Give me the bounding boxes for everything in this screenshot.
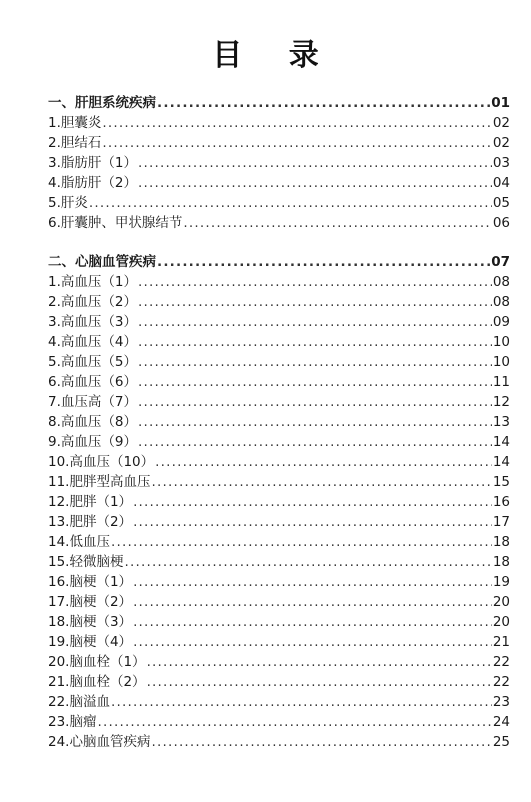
dot-leader (138, 432, 492, 452)
toc-page-number: 11 (492, 374, 510, 390)
dot-leader (138, 372, 492, 392)
toc-entry[interactable] (48, 732, 510, 752)
toc-entry-title: 12.肥胖（1） (48, 494, 133, 510)
toc-entry[interactable] (48, 193, 510, 213)
toc-entry-title: 10.高血压（10） (48, 454, 155, 470)
toc-entry[interactable] (48, 492, 510, 512)
dot-leader (183, 213, 491, 233)
dot-leader (138, 153, 492, 173)
toc-entry-title: 9.高血压（9） (48, 434, 137, 450)
dot-leader (157, 252, 490, 272)
toc-entry-title: 21.脑血栓（2） (48, 674, 146, 690)
toc-entry-title: 3.高血压（3） (48, 314, 137, 330)
dot-leader (133, 492, 492, 512)
toc-page-number: 10 (492, 334, 510, 350)
toc-page-number: 22 (492, 654, 510, 670)
dot-leader (133, 572, 492, 592)
toc-entry[interactable] (48, 372, 510, 392)
toc-entry-title: 14.低血压 (48, 534, 110, 550)
toc-page-number: 22 (492, 674, 510, 690)
toc-entry[interactable] (48, 392, 510, 412)
toc-page-number: 17 (492, 514, 510, 530)
dot-leader (133, 512, 492, 532)
dot-leader (111, 692, 492, 712)
dot-leader (151, 472, 491, 492)
toc-page-number: 08 (492, 274, 510, 290)
toc-entry-title: 17.脑梗（2） (48, 594, 133, 610)
toc-entry[interactable] (48, 672, 510, 692)
toc-page-number: 13 (492, 414, 510, 430)
dot-leader (151, 732, 491, 752)
toc-entry-title: 4.高血压（4） (48, 334, 137, 350)
toc-entry[interactable] (48, 292, 510, 312)
toc-entry-title: 7.血压高（7） (48, 394, 137, 410)
page-title: 目 录 (212, 38, 337, 73)
toc-entry-title: 1.高血压（1） (48, 274, 137, 290)
toc-entry[interactable] (48, 652, 510, 672)
toc-page-number: 25 (492, 734, 510, 750)
toc-entry[interactable] (48, 312, 510, 332)
toc-entry-title: 16.脑梗（1） (48, 574, 133, 590)
toc-page-number: 14 (492, 434, 510, 450)
toc-entry[interactable] (48, 133, 510, 153)
dot-leader (124, 552, 491, 572)
toc-page-number: 19 (492, 574, 510, 590)
toc-page-number: 06 (492, 215, 510, 231)
dot-leader (89, 193, 492, 213)
dot-leader (138, 312, 492, 332)
toc-entry[interactable] (48, 412, 510, 432)
toc-page-number: 20 (492, 614, 510, 630)
toc-entry[interactable] (48, 572, 510, 592)
dot-leader (138, 352, 492, 372)
dot-leader (138, 332, 492, 352)
toc-section-heading[interactable] (48, 252, 510, 272)
toc-entry-title: 6.肝囊肿、甲状腺结节 (48, 215, 183, 231)
toc-entry-title: 3.脂肪肝（1） (48, 155, 137, 171)
toc-entry-title: 18.脑梗（3） (48, 614, 133, 630)
toc-page-number: 18 (492, 534, 510, 550)
toc-entry-title: 6.高血压（6） (48, 374, 137, 390)
toc-page-number: 12 (492, 394, 510, 410)
toc-entry[interactable] (48, 712, 510, 732)
toc-page-number: 24 (492, 714, 510, 730)
toc-page-number: 05 (492, 195, 510, 211)
toc-page-number: 23 (492, 694, 510, 710)
toc-entry-title: 4.脂肪肝（2） (48, 175, 137, 191)
dot-leader (133, 612, 492, 632)
toc-entry-title: 2.胆结石 (48, 135, 102, 151)
toc-entry-title: 22.脑溢血 (48, 694, 110, 710)
toc-page-number: 14 (492, 454, 510, 470)
dot-leader (138, 412, 492, 432)
toc-entry-title: 13.肥胖（2） (48, 514, 133, 530)
toc-page-number: 16 (492, 494, 510, 510)
toc-entry[interactable] (48, 452, 510, 472)
toc-entry-title: 19.脑梗（4） (48, 634, 133, 650)
toc-page-number: 09 (492, 314, 510, 330)
toc-page-number: 01 (491, 95, 510, 111)
toc-entry[interactable] (48, 632, 510, 652)
toc-entry[interactable] (48, 113, 510, 133)
toc-entry-title: 8.高血压（8） (48, 414, 137, 430)
dot-leader (133, 632, 492, 652)
toc-entry[interactable] (48, 592, 510, 612)
dot-leader (157, 93, 490, 113)
toc-page-number: 02 (492, 115, 510, 131)
dot-leader (147, 672, 492, 692)
toc-entry-title: 20.脑血栓（1） (48, 654, 146, 670)
toc-page-number: 21 (492, 634, 510, 650)
toc-entry[interactable] (48, 352, 510, 372)
toc-entry[interactable] (48, 153, 510, 173)
dot-leader (147, 652, 492, 672)
toc-page-number: 15 (492, 474, 510, 490)
toc-entry[interactable] (48, 472, 510, 492)
table-of-contents (48, 93, 510, 752)
dot-leader (111, 532, 492, 552)
toc-entry-title: 5.肝炎 (48, 195, 88, 211)
dot-leader (138, 173, 492, 193)
toc-page-number: 10 (492, 354, 510, 370)
toc-entry-title: 二、心脑血管疾病 (48, 254, 156, 270)
dot-leader (138, 292, 492, 312)
toc-entry[interactable] (48, 332, 510, 352)
toc-page-number: 18 (492, 554, 510, 570)
dot-leader (102, 133, 491, 153)
toc-entry[interactable] (48, 272, 510, 292)
toc-section (48, 93, 510, 233)
toc-section (48, 252, 510, 752)
toc-entry[interactable] (48, 612, 510, 632)
toc-entry-title: 一、肝胆系统疾病 (48, 95, 156, 111)
toc-entry-title: 11.肥胖型高血压 (48, 474, 151, 490)
dot-leader (133, 592, 492, 612)
toc-entry[interactable] (48, 173, 510, 193)
toc-entry-title: 1.胆囊炎 (48, 115, 102, 131)
toc-entry-title: 5.高血压（5） (48, 354, 137, 370)
toc-section-heading[interactable] (48, 93, 510, 113)
toc-entry-title: 23.脑瘤 (48, 714, 97, 730)
dot-leader (102, 113, 491, 133)
toc-entry[interactable] (48, 532, 510, 552)
toc-page-number: 20 (492, 594, 510, 610)
toc-entry[interactable] (48, 512, 510, 532)
dot-leader (138, 392, 492, 412)
dot-leader (138, 272, 492, 292)
toc-entry-title: 15.轻微脑梗 (48, 554, 124, 570)
toc-entry[interactable] (48, 552, 510, 572)
toc-page-number: 08 (492, 294, 510, 310)
toc-entry[interactable] (48, 213, 510, 233)
toc-entry[interactable] (48, 692, 510, 712)
toc-page-number: 03 (492, 155, 510, 171)
toc-entry[interactable] (48, 432, 510, 452)
dot-leader (155, 452, 492, 472)
toc-entry-title: 2.高血压（2） (48, 294, 137, 310)
dot-leader (97, 712, 491, 732)
toc-page-number: 02 (492, 135, 510, 151)
toc-entry-title: 24.心脑血管疾病 (48, 734, 151, 750)
toc-page-number: 04 (492, 175, 510, 191)
toc-page-number: 07 (491, 254, 510, 270)
